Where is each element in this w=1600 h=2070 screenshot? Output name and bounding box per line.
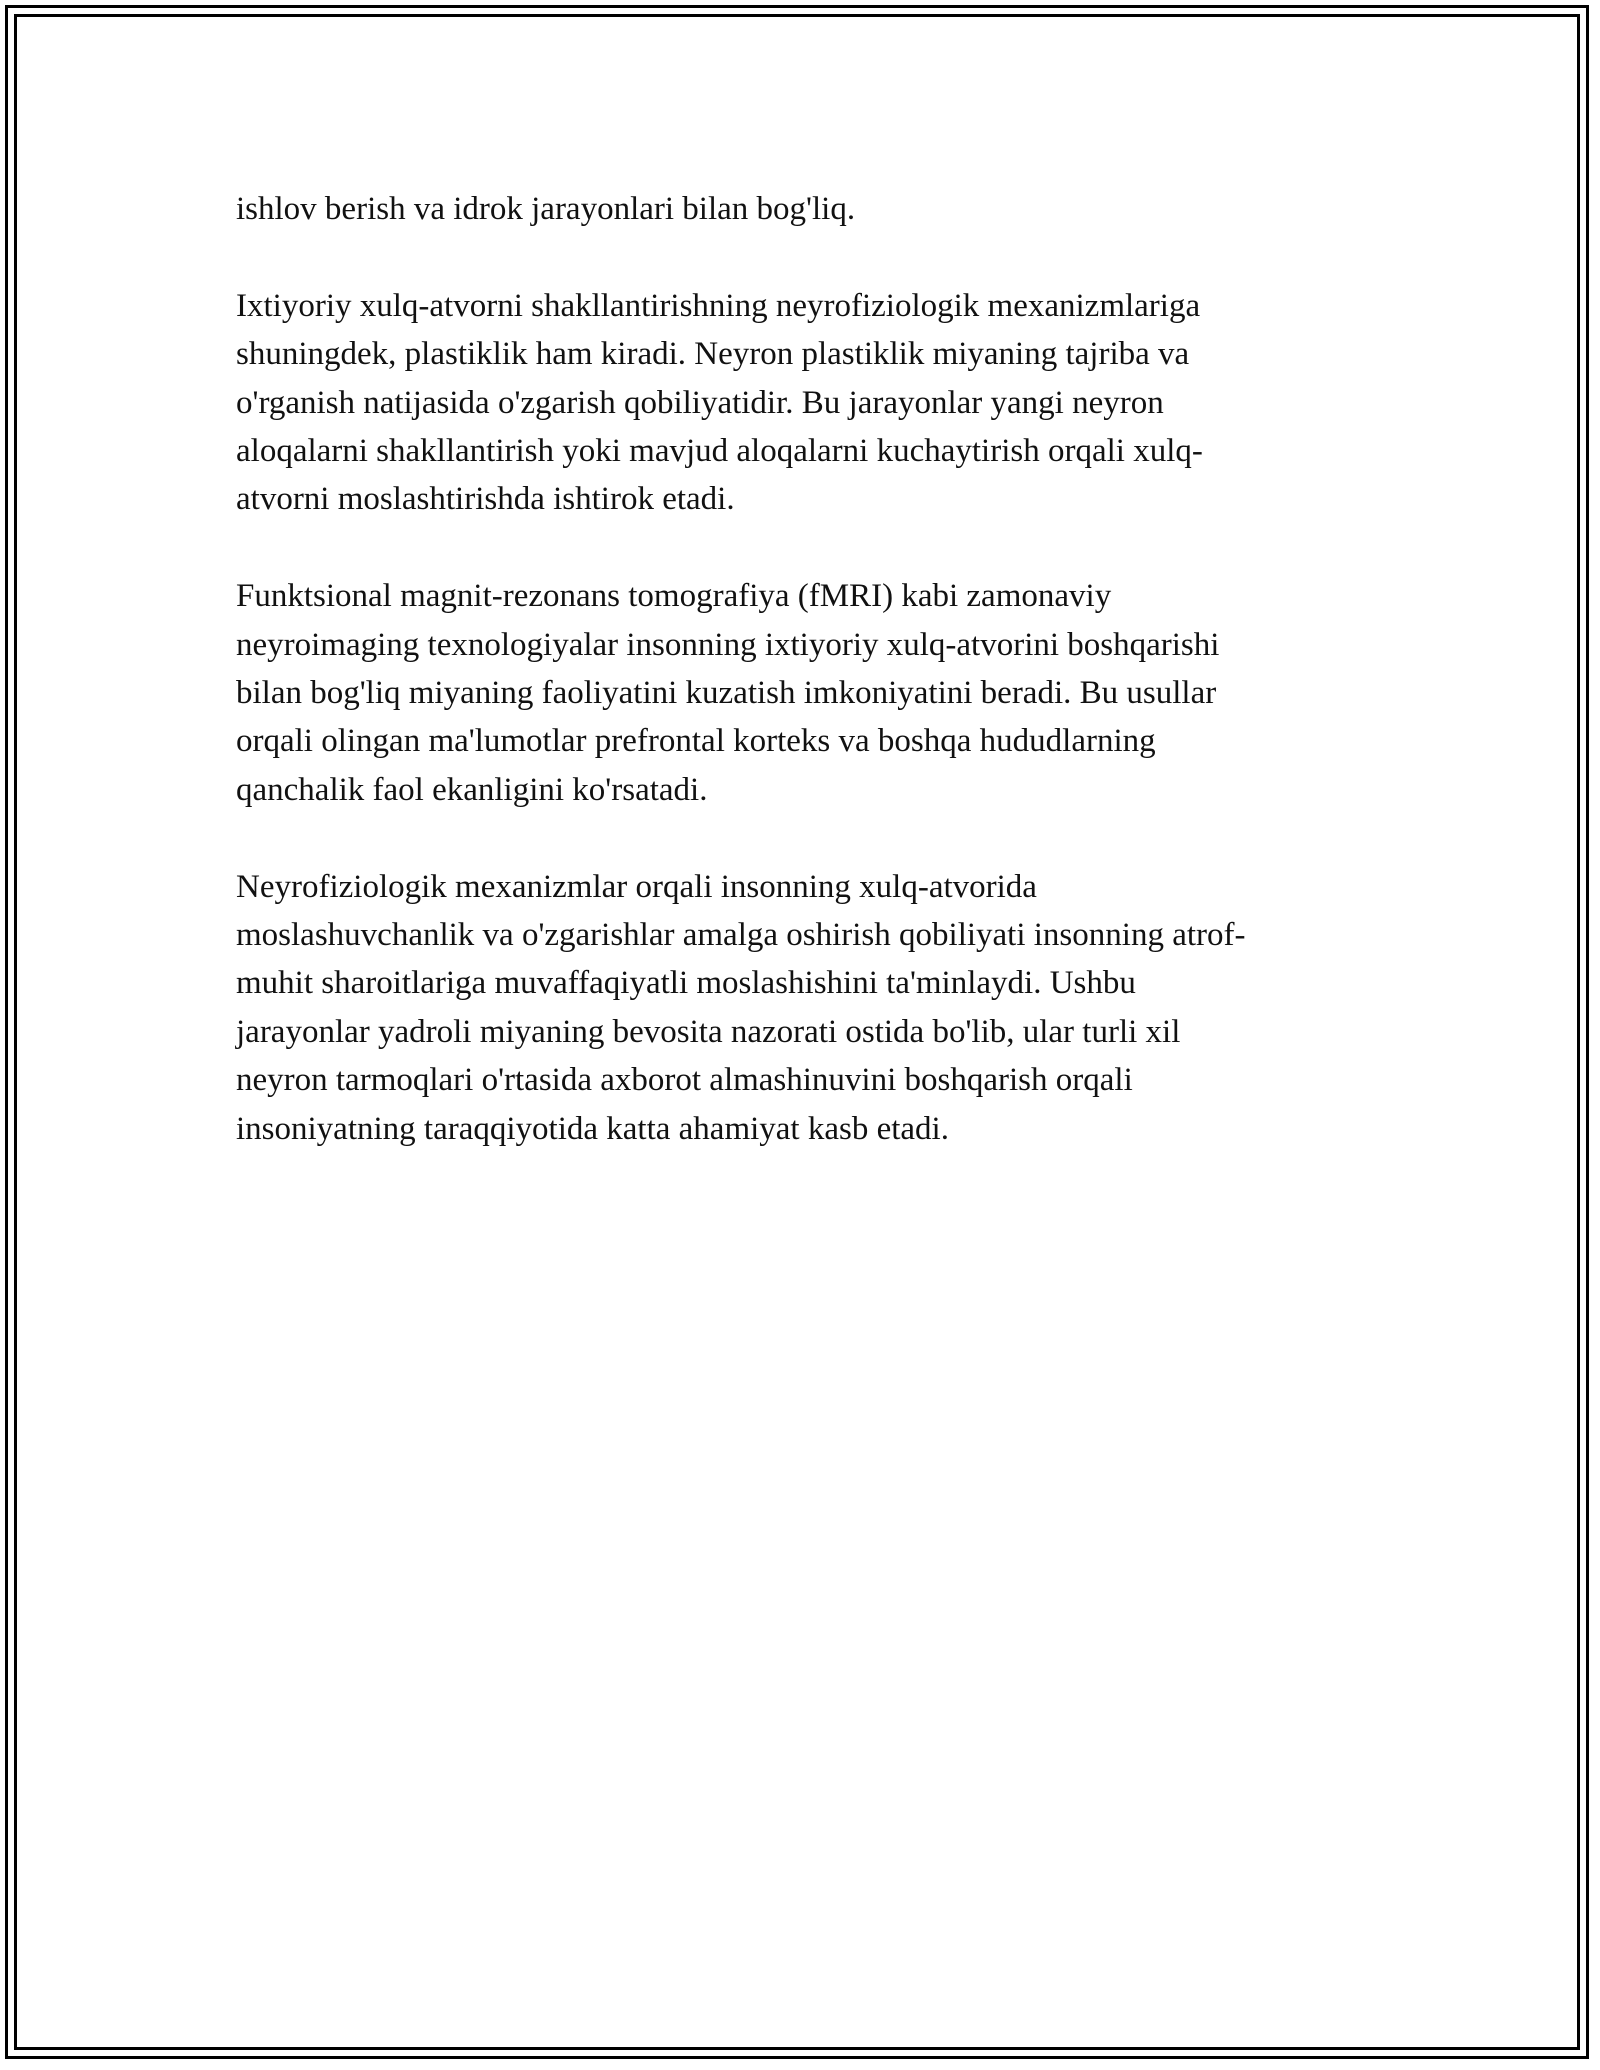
- text-line: orqali olingan ma'lumotlar prefrontal korteks va boshqa hududlarning: [236, 723, 1156, 760]
- text-line: neyron tarmoqlari o'rtasida axborot almashinuvini boshqarish orqali: [236, 1062, 1133, 1099]
- text-line: neyroimaging texnologiyalar insonning ixtiyoriy xulq-atvorini boshqarishi: [236, 626, 1220, 663]
- text-line: ishlov berish va idrok jarayonlari bilan bog'liq.: [236, 191, 856, 227]
- text-line: qanchalik faol ekanligini ko'rsatadi.: [236, 771, 708, 808]
- text-line: Funktsional magnit-rezonans tomografiya (fMRI) kabi zamonaviy: [236, 578, 1112, 615]
- text-line: Neyrofiziologik mexanizmlar orqali insonning xulq-atvorida: [236, 868, 1037, 905]
- paragraph-plasticity: [236, 282, 1366, 524]
- text-line: o'rganish natijasida o'zgarish qobiliyatidir. Bu jarayonlar yangi neyron: [236, 384, 1164, 421]
- text-line: atvorni moslashtirishda ishtirok etadi.: [236, 481, 735, 518]
- text-line: aloqalarni shakllantirish yoki mavjud aloqalarni kuchaytirish orqali xulq-: [236, 433, 1203, 470]
- text-line: moslashuvchanlik va o'zgarishlar amalga oshirish qobiliyati insonning atrof-: [236, 917, 1246, 954]
- text-line: insoniyatning taraqqiyotida katta ahamiyat kasb etadi.: [236, 1110, 949, 1147]
- text-line: muhit sharoitlariga muvaffaqiyatli moslashishini ta'minlaydi. Ushbu: [236, 965, 1136, 1002]
- text-line: jarayonlar yadroli miyaning bevosita nazorati ostida bo'lib, ular turli xil: [236, 1013, 1181, 1050]
- paragraph-fmri: [236, 572, 1366, 814]
- document-body: [236, 185, 1366, 1201]
- paragraph-continuation: [236, 185, 1366, 233]
- paragraph-adaptation: [236, 863, 1366, 1153]
- text-line: Ixtiyoriy xulq-atvorni shakllantirishning neyrofiziologik mexanizmlariga: [236, 287, 1201, 324]
- text-line: shuningdek, plastiklik ham kiradi. Neyron plastiklik miyaning tajriba va: [236, 336, 1190, 373]
- text-line: bilan bog'liq miyaning faoliyatini kuzatish imkoniyatini beradi. Bu usullar: [236, 675, 1217, 712]
